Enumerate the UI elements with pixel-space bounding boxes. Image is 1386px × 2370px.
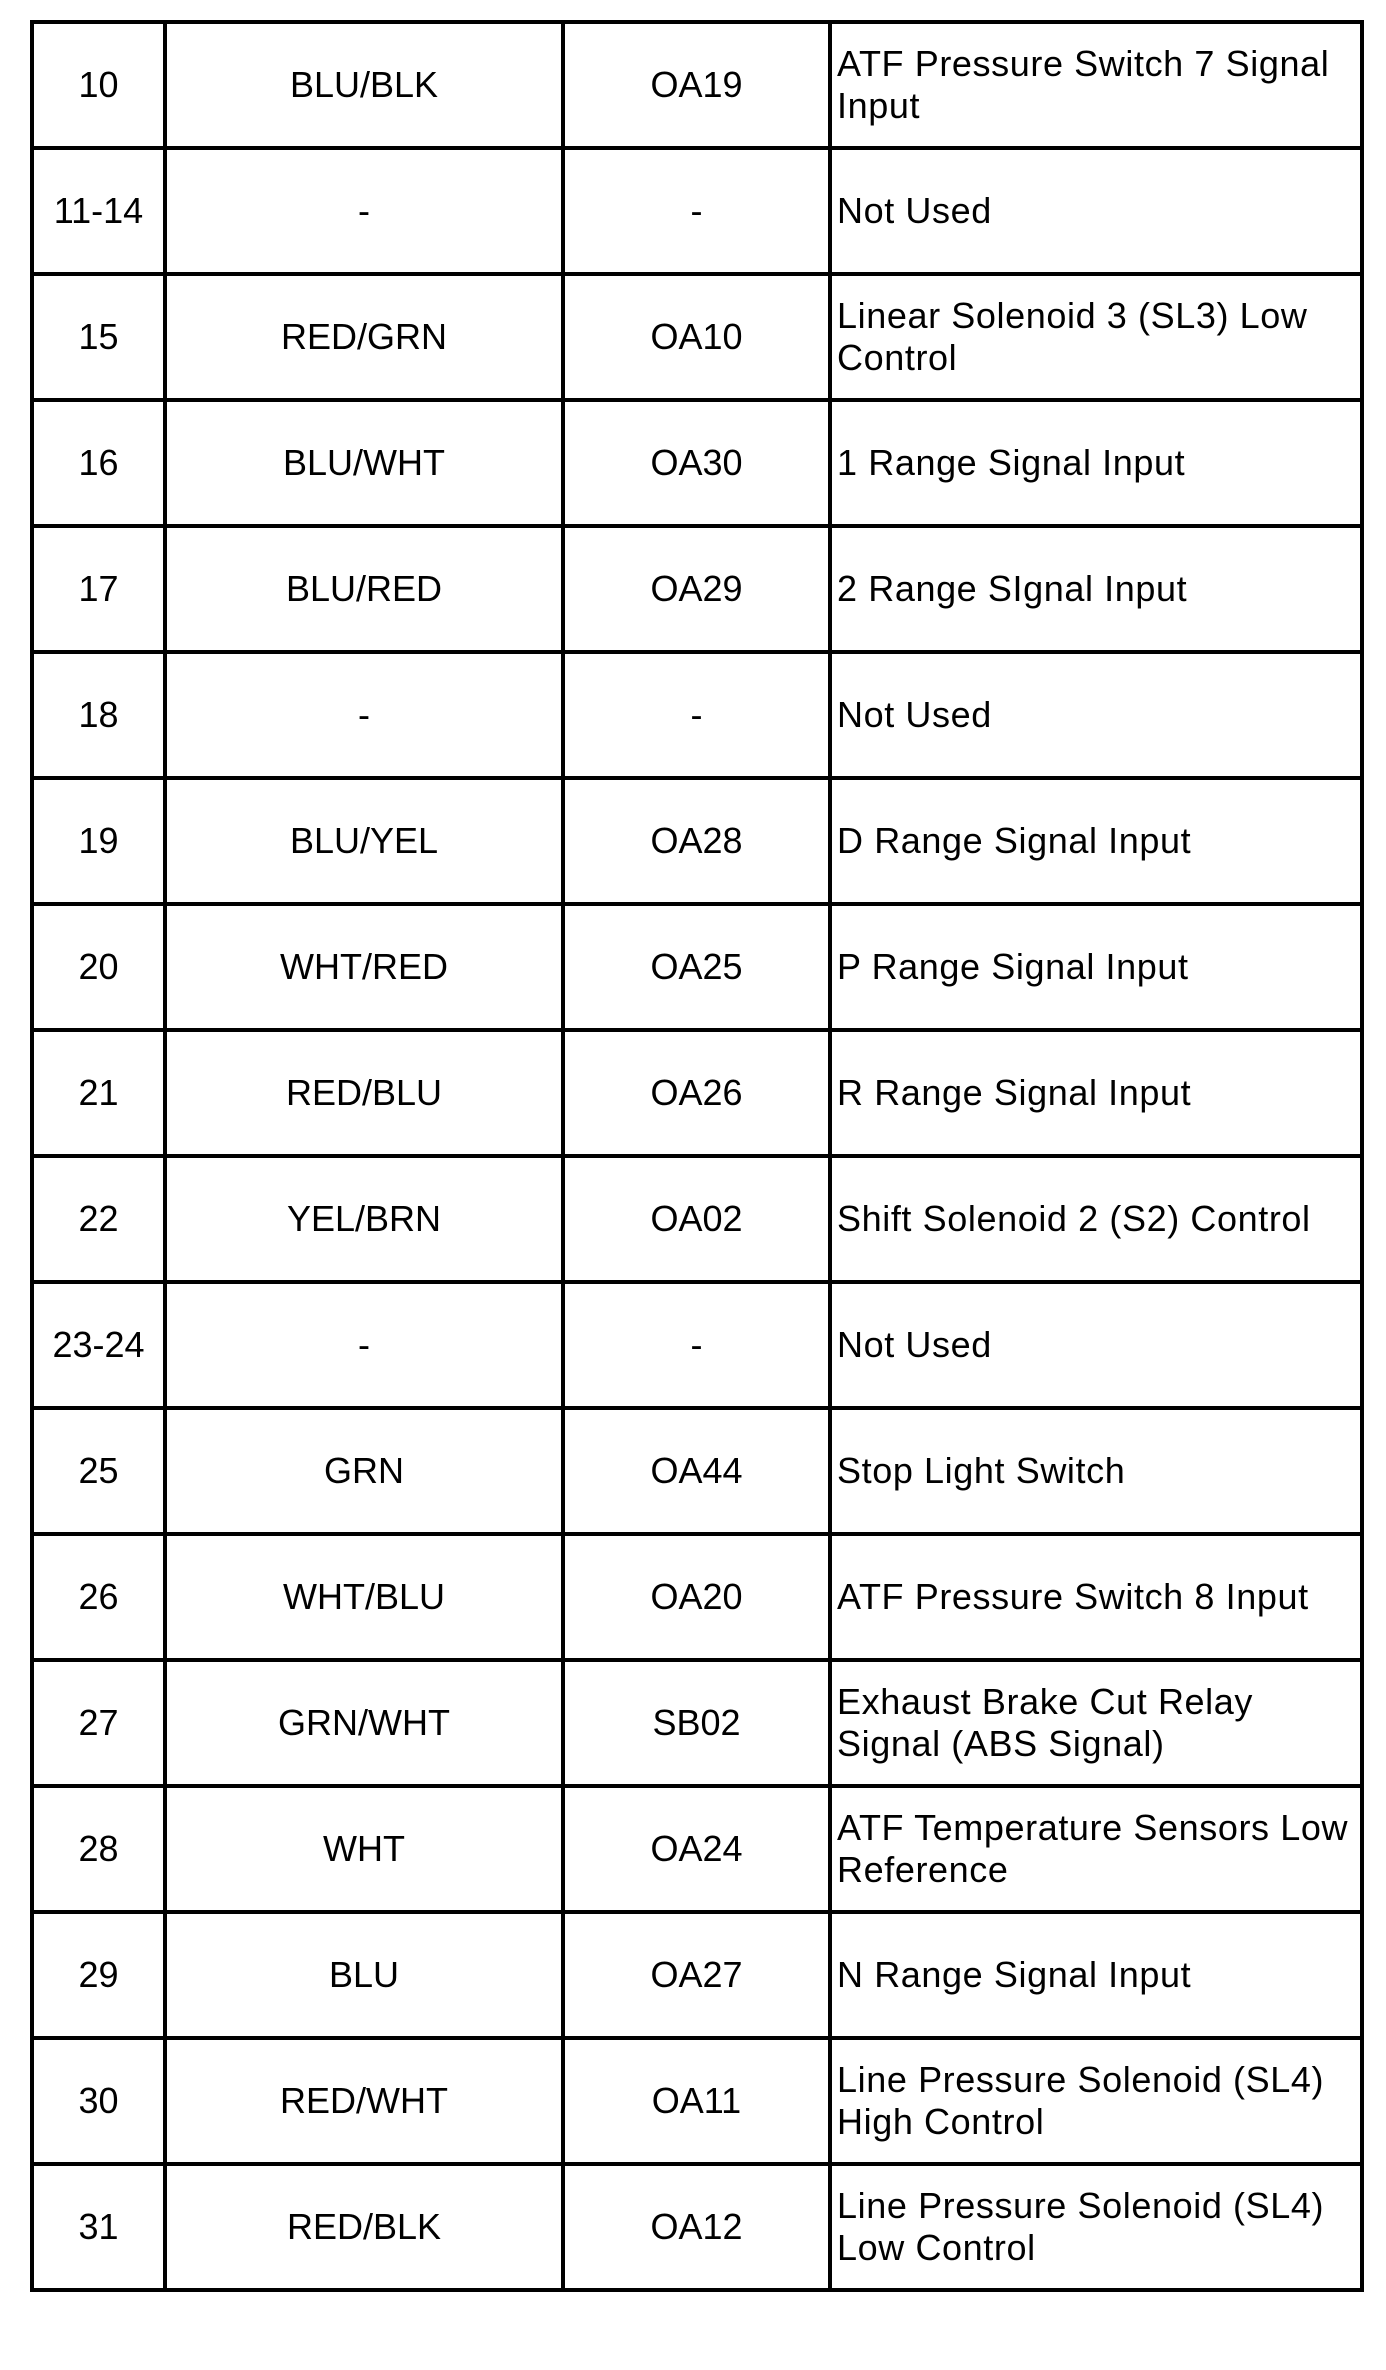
pin-number-cell: 10 [32, 22, 165, 148]
description-cell: R Range Signal Input [830, 1030, 1362, 1156]
description-cell: Not Used [830, 652, 1362, 778]
table-row [32, 1030, 1362, 1156]
table-row [32, 400, 1362, 526]
table-row [32, 1660, 1362, 1786]
circuit-cell: SB02 [563, 1660, 830, 1786]
wire-color-cell: - [165, 148, 563, 274]
table-row [32, 1534, 1362, 1660]
circuit-cell: OA30 [563, 400, 830, 526]
table-row [32, 1156, 1362, 1282]
wire-color-cell: RED/WHT [165, 2038, 563, 2164]
description-cell: Not Used [830, 1282, 1362, 1408]
circuit-cell: - [563, 148, 830, 274]
table-row [32, 526, 1362, 652]
pin-number-cell: 20 [32, 904, 165, 1030]
pin-number-cell: 15 [32, 274, 165, 400]
pin-number-cell: 26 [32, 1534, 165, 1660]
wire-color-cell: RED/GRN [165, 274, 563, 400]
wire-color-cell: RED/BLU [165, 1030, 563, 1156]
circuit-cell: - [563, 1282, 830, 1408]
circuit-cell: OA44 [563, 1408, 830, 1534]
pin-number-cell: 23-24 [32, 1282, 165, 1408]
description-cell: Not Used [830, 148, 1362, 274]
description-cell: N Range Signal Input [830, 1912, 1362, 2038]
description-cell: ATF Temperature Sensors Low Reference [830, 1786, 1362, 1912]
pin-number-cell: 11-14 [32, 148, 165, 274]
description-cell: ATF Pressure Switch 8 Input [830, 1534, 1362, 1660]
circuit-cell: OA24 [563, 1786, 830, 1912]
table-row [32, 1408, 1362, 1534]
pin-number-cell: 19 [32, 778, 165, 904]
wire-color-cell: - [165, 652, 563, 778]
table-row [32, 2038, 1362, 2164]
description-cell: Line Pressure Solenoid (SL4) High Control [830, 2038, 1362, 2164]
table-row [32, 274, 1362, 400]
pin-number-cell: 28 [32, 1786, 165, 1912]
table-row [32, 778, 1362, 904]
description-cell: Shift Solenoid 2 (S2) Control [830, 1156, 1362, 1282]
wire-color-cell: WHT/RED [165, 904, 563, 1030]
table-row [32, 148, 1362, 274]
wire-color-cell: WHT/BLU [165, 1534, 563, 1660]
wire-color-cell: BLU/RED [165, 526, 563, 652]
wire-color-cell: GRN [165, 1408, 563, 1534]
circuit-cell: OA20 [563, 1534, 830, 1660]
table-row [32, 2164, 1362, 2290]
circuit-cell: OA26 [563, 1030, 830, 1156]
table-row [32, 22, 1362, 148]
wire-color-cell: BLU/BLK [165, 22, 563, 148]
wire-color-cell: BLU [165, 1912, 563, 2038]
circuit-cell: OA10 [563, 274, 830, 400]
circuit-cell: OA28 [563, 778, 830, 904]
pin-number-cell: 31 [32, 2164, 165, 2290]
wire-color-cell: BLU/YEL [165, 778, 563, 904]
wire-color-cell: YEL/BRN [165, 1156, 563, 1282]
circuit-cell: OA27 [563, 1912, 830, 2038]
description-cell: 1 Range Signal Input [830, 400, 1362, 526]
pin-number-cell: 22 [32, 1156, 165, 1282]
pin-number-cell: 16 [32, 400, 165, 526]
wire-color-cell: GRN/WHT [165, 1660, 563, 1786]
pin-number-cell: 18 [32, 652, 165, 778]
pin-assignment-table [30, 20, 1364, 2292]
wire-color-cell: WHT [165, 1786, 563, 1912]
wire-color-cell: RED/BLK [165, 2164, 563, 2290]
circuit-cell: OA02 [563, 1156, 830, 1282]
pin-number-cell: 30 [32, 2038, 165, 2164]
pin-number-cell: 25 [32, 1408, 165, 1534]
pin-number-cell: 21 [32, 1030, 165, 1156]
circuit-cell: OA12 [563, 2164, 830, 2290]
circuit-cell: OA29 [563, 526, 830, 652]
pin-number-cell: 29 [32, 1912, 165, 2038]
table-row [32, 1786, 1362, 1912]
wire-color-cell: BLU/WHT [165, 400, 563, 526]
description-cell: D Range Signal Input [830, 778, 1362, 904]
description-cell: P Range Signal Input [830, 904, 1362, 1030]
circuit-cell: OA11 [563, 2038, 830, 2164]
circuit-cell: - [563, 652, 830, 778]
table-row [32, 904, 1362, 1030]
table-row [32, 1912, 1362, 2038]
circuit-cell: OA19 [563, 22, 830, 148]
description-cell: Stop Light Switch [830, 1408, 1362, 1534]
pin-number-cell: 17 [32, 526, 165, 652]
table-row [32, 652, 1362, 778]
description-cell: Linear Solenoid 3 (SL3) Low Control [830, 274, 1362, 400]
description-cell: 2 Range SIgnal Input [830, 526, 1362, 652]
description-cell: Line Pressure Solenoid (SL4) Low Control [830, 2164, 1362, 2290]
pin-table-body [32, 22, 1362, 2290]
description-cell: Exhaust Brake Cut Relay Signal (ABS Signal) [830, 1660, 1362, 1786]
table-row [32, 1282, 1362, 1408]
description-cell: ATF Pressure Switch 7 Signal Input [830, 22, 1362, 148]
circuit-cell: OA25 [563, 904, 830, 1030]
wire-color-cell: - [165, 1282, 563, 1408]
pin-number-cell: 27 [32, 1660, 165, 1786]
